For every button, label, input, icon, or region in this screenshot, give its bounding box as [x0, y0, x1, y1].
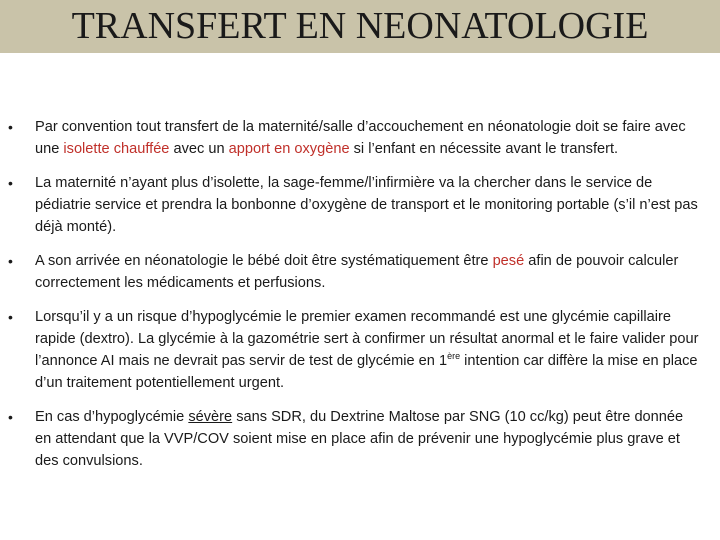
bullet-hypoglycemia-test — [0, 306, 720, 394]
bullet-text: intention car diffère la mise en place d’un traitement potentiellement urgent. — [35, 353, 698, 391]
highlight-weighed: pesé — [492, 253, 525, 269]
bullet-text: Par convention tout transfert de la maternité/salle d’accouchement en néonatologie doit se faire avec une — [35, 119, 686, 157]
bullet-text: afin de pouvoir calculer correctement les médicaments et perfusions. — [35, 253, 679, 291]
bullet-isolette-retrieval — [0, 172, 720, 238]
bullet-icon: • — [8, 309, 13, 325]
bullet-icon: • — [8, 409, 13, 425]
bullet-text: si l’enfant en nécessite avant le transfert. — [349, 141, 619, 157]
title-bar — [0, 0, 720, 53]
slide-title: TRANSFERT EN NEONATOLOGIE — [71, 5, 649, 47]
bullet-text: avec un — [169, 141, 229, 157]
bullet-text: A son arrivée en néonatologie le bébé doit être systématiquement être — [35, 253, 493, 269]
highlight-isolette: isolette chauffée — [63, 141, 170, 157]
highlight-oxygen: apport en oxygène — [228, 141, 350, 157]
bullet-text: sans SDR, du Dextrine Maltose par SNG (10 cc/kg) peut être donnée en attendant que la VVP/COV soient mise en place afin de prévenir une hypoglycémie plus grave et des convulsions. — [35, 409, 684, 469]
bullet-icon: • — [8, 175, 13, 191]
bullet-text: Lorsqu’il y a un risque d’hypoglycémie le premier examen recommandé est une glycémie capillaire rapide (dextro). La glycémie à la gazométrie sert à confirmer un résultat anormal et le faire valider pour l’annonce AI mais ne devrait pas servir de test de glycémie en 1 — [35, 309, 699, 369]
bullet-text: En cas d’hypoglycémie — [35, 409, 189, 425]
bullet-weighing — [0, 250, 720, 294]
bullet-icon: • — [8, 253, 13, 269]
superscript-ere: ère — [447, 351, 461, 362]
bullet-list — [0, 116, 720, 472]
bullet-transfer-convention — [0, 116, 720, 160]
bullet-text: La maternité n’ayant plus d’isolette, la sage-femme/l’infirmière va la chercher dans le service de pédiatrie service et prendra la bonbonne d’oxygène de transport et le monitoring portable (s’il n’est pas déjà monté). — [35, 175, 698, 235]
bullet-severe-hypoglycemia — [0, 406, 720, 472]
bullet-icon: • — [8, 119, 13, 135]
underlined-severe: sévère — [188, 409, 233, 425]
